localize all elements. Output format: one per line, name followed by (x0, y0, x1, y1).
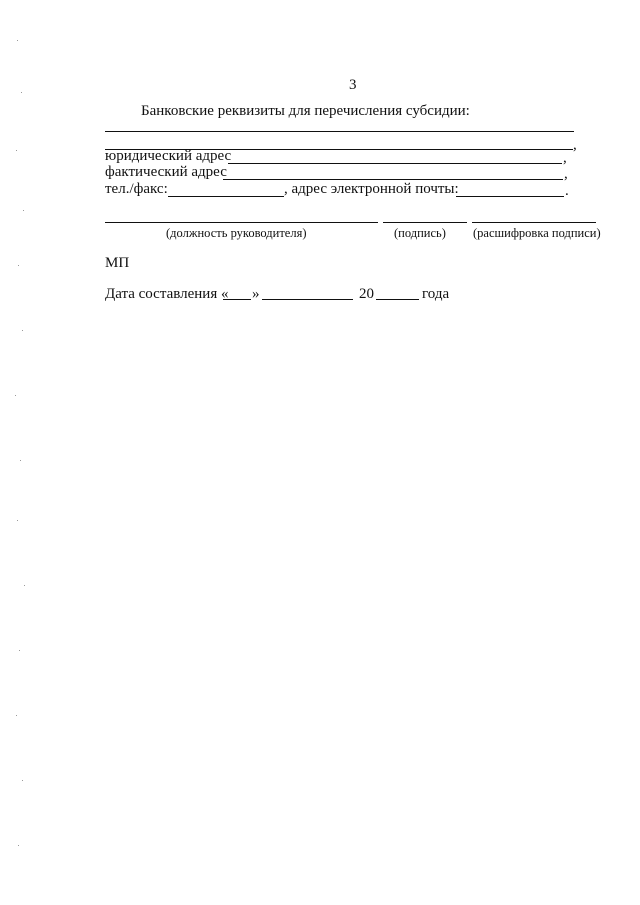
actual-address-line (223, 179, 563, 180)
date-quote-close: » (252, 286, 260, 302)
signature-position-line (105, 222, 378, 223)
phone-fax-label: тел./факс: (105, 181, 168, 197)
legal-address-label: юридический адрес (105, 148, 232, 164)
stamp-place: МП (105, 255, 130, 271)
legal-address-line (228, 163, 562, 164)
date-century: 20 (359, 286, 374, 302)
line-2-comma: , (573, 137, 577, 153)
legal-address-comma: , (563, 150, 567, 166)
bank-details-line-1 (105, 131, 574, 132)
email-period: . (565, 183, 569, 199)
phone-fax-line (168, 196, 284, 197)
date-label: Дата составления « (105, 286, 229, 302)
scan-edge-noise (14, 0, 26, 905)
email-line (456, 196, 564, 197)
signature-caption: (подпись) (394, 226, 446, 240)
email-label: , адрес электронной почты: (284, 181, 459, 197)
signature-decoding-caption: (расшифровка подписи) (473, 226, 601, 240)
date-year-word: года (422, 286, 450, 302)
actual-address-label: фактический адрес (105, 164, 227, 180)
page-number: 3 (349, 77, 357, 93)
date-day-line (223, 299, 251, 300)
signature-sign-line (383, 222, 467, 223)
position-caption: (должность руководителя) (166, 226, 307, 240)
date-month-line (262, 299, 353, 300)
signature-decoding-line (472, 222, 596, 223)
bank-details-heading: Банковские реквизиты для перечисления субсидии: (141, 103, 470, 119)
date-year-line (376, 299, 419, 300)
actual-address-comma: , (564, 166, 568, 182)
